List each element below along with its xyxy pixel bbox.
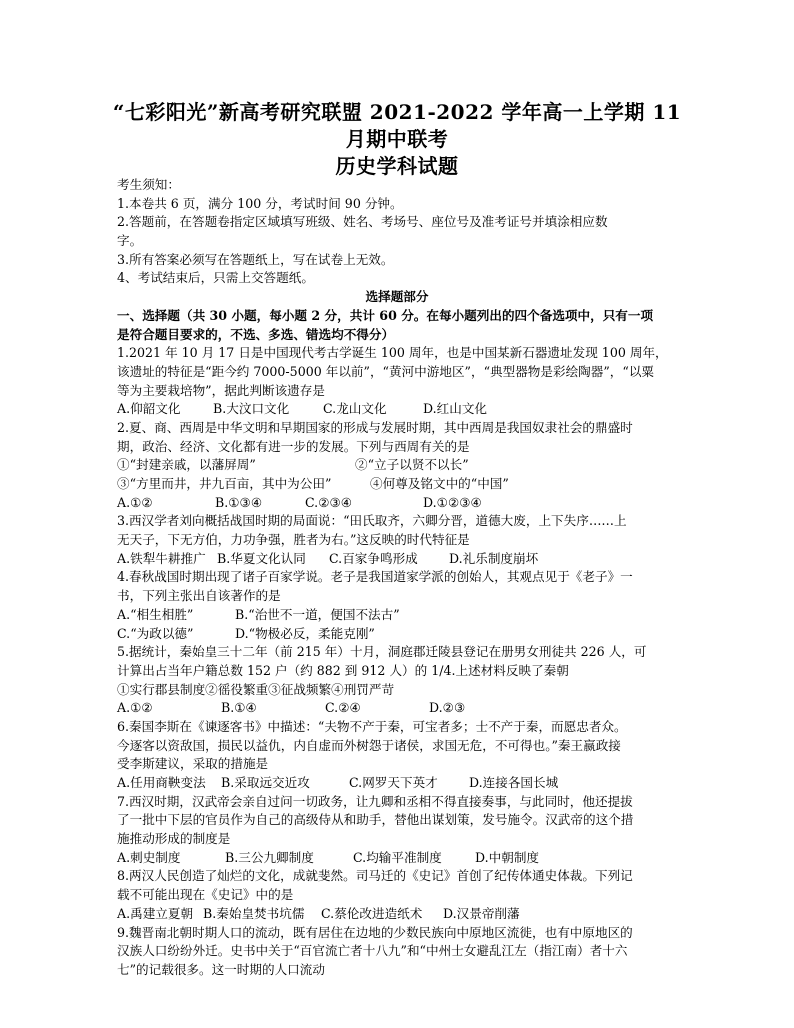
statement-3: ③“方里而井，井九百亩，其中为公田” [117,476,332,491]
options-row [117,625,677,644]
option-b: B.三公九卿制度 [225,849,314,865]
option-b: B.①③④ [215,494,263,510]
question-stem: 等为主要栽培物”，据此判断该遗存是 [117,382,325,398]
options-row [117,699,677,718]
section-intro: 一、选择题（共 30 小题，每小题 2 分，共计 60 分。在每小题列出的四个备选项中，只有一项 [117,307,654,323]
question-6 [117,718,677,793]
statements-row [117,475,677,494]
note-3: 3.所有答案必须写在答题纸上，写在试卷上无效。 [117,251,394,267]
question-stem: 期，政治、经济、文化都有进一步的发展。下列与西周有关的是 [117,438,470,454]
option-d: D.汉景帝削藩 [443,905,520,921]
note-1: 1.本卷共 6 页，满分 100 分，考试时间 90 分钟。 [117,195,403,211]
question-stem: 无天子，下无方伯，力功争强，胜者为右。”这反映的时代特征是 [117,532,470,548]
question-stem: 4.春秋战国时期出现了诸子百家学说。老子是我国道家学派的创始人，其观点见于《老子》一 [117,569,633,585]
option-a: A.铁犁牛耕推广 [117,550,206,566]
option-a: A.任用商鞅变法 [117,775,206,790]
question-stem: 施推动形成的制度是 [117,831,231,847]
question-stem: 9.魏晋南北朝时期人口的流动，既有居住在边地的少数民族向中原地区流徙，也有中原地区的 [117,924,633,940]
subject-title: 历史学科试题 [335,154,459,178]
question-7 [117,793,677,868]
question-stem: 汉族人口纷纷外迁。史书中关于“百官流亡者十八九”和“中州士女避乱江左（指江南）者十六 [117,943,628,959]
question-stem: 载不可能出现在《史记》中的是 [117,887,294,903]
question-5 [117,643,677,718]
option-c: C.“为政以德” [117,625,194,641]
option-b: B.采取远交近攻 [221,775,310,790]
section-intro-cont: 是符合题目要求的，不选、多选、错选均不得分） [117,326,395,342]
option-c: C.蔡伦改进造纸术 [321,905,423,921]
options-row [117,494,677,513]
options-row [117,774,677,793]
option-c: C.均输平准制度 [353,849,442,865]
option-d: D.礼乐制度崩坏 [449,550,539,566]
option-a: A.仰韶文化 [117,401,181,417]
question-stem: 5.据统计，秦始皇三十二年（前 215 年）十月，洞庭郡迁陵县登记在册男女刑徒共 226 人，可 [117,644,647,660]
option-b: B.华夏文化认同 [217,550,306,566]
question-stem: 受李斯建议，采取的措施是 [117,756,269,772]
option-a: A.①② [117,700,153,716]
option-a: A.禹建立夏朝 [117,905,194,921]
option-d: D.①②③④ [423,494,482,510]
question-8 [117,867,677,923]
question-9 [117,924,677,980]
exam-body [117,176,677,980]
question-stem: 七”的记载很多。这一时期的人口流动 [117,961,325,977]
question-stem: 6.秦国李斯在《谏逐客书》中描述：“夫物不产于秦，可宝者多；士不产于秦，而愿忠者众。 [117,718,627,734]
section-title: 选择题部分 [365,289,429,305]
option-a: A.①② [117,494,153,510]
option-b: B.大汶口文化 [213,401,290,417]
options-row [117,905,677,924]
option-c: C.②③④ [305,494,353,510]
option-d: D.②③ [429,700,466,716]
exam-title-line1: “七彩阳光”新高考研究联盟 2021-2022 学年高一上学期 11 [112,100,682,124]
question-stem: 3.西汉学者刘向概括战国时期的局面说：“田氏取齐，六卿分晋，道德大废，上下失序……上 [117,513,627,529]
question-stem: 1.2021 年 10 月 17 日是中国现代考古学诞生 100 周年，也是中国某新石器遗址发现 100 周年， [117,345,668,361]
question-stem: 7.西汉时期，汉武帝会亲自过问一切政务，让九卿和丞相不得直接奏事，与此同时，他还提拔 [117,793,633,809]
question-stem: 2.夏、商、西周是中华文明和早期国家的形成与发展时期，其中西周是我国奴隶社会的鼎盛时 [117,419,633,435]
option-c: C.②④ [325,700,361,716]
question-stem: 书，下列主张出自该著作的是 [117,588,281,604]
option-d: D.“物极必反，柔能克刚” [235,625,375,641]
question-stem: 计算出占当年户籍总数 152 户（约 882 到 912 人）的 1/4.上述材料反映了秦朝 [117,662,569,678]
option-c: C.网罗天下英才 [349,775,438,790]
notes-heading: 考生须知： [117,177,180,192]
note-4: 4、考试结束后，只需上交答题纸。 [117,270,314,286]
question-stem: 8.两汉人民创造了灿烂的文化，成就斐然。司马迁的《史记》首创了纪传体通史体裁。下列记 [117,868,633,884]
options-row [117,849,677,868]
statement-1: ①“封建亲戚，以藩屏周” [117,457,256,473]
note-2-cont: 字。 [117,233,143,249]
question-statements: ①实行郡县制度②徭役繁重③征战频繁④刑罚严苛 [117,681,395,697]
option-d: D.中朝制度 [475,849,540,865]
option-a: A.“相生相胜” [117,606,194,622]
options-row [117,400,677,419]
option-d: D.红山文化 [423,401,488,417]
statements-row [117,456,677,475]
options-row [117,550,677,569]
option-b: B.①④ [221,700,257,716]
option-b: B.“治世不一道，便国不法古” [235,606,400,622]
question-3 [117,512,677,568]
question-stem: 该遗址的特征是“距今约 7000-5000 年以前”，“黄河中游地区”，“典型器物是彩绘陶器”，“以粟 [117,363,655,379]
note-2: 2.答题前，在答题卷指定区域填写班级、姓名、考场号、座位号及准考证号并填涂相应数 [117,214,608,230]
question-stem: 了一批中下层的官员作为自己的高级侍从和助手，替他出谋划策，发号施令。汉武帝的这个措 [117,812,634,828]
option-d: D.连接各国长城 [469,775,559,790]
option-b: B.秦始皇焚书坑儒 [203,905,305,921]
question-4 [117,568,677,643]
statement-4: ④何尊及铭文中的“中国” [370,476,509,491]
question-1 [117,344,677,419]
option-c: C.龙山文化 [323,401,387,417]
option-c: C.百家争鸣形成 [329,550,418,566]
statement-2: ②“立子以贤不以长” [355,457,469,473]
options-row [117,606,677,625]
exam-title-line2: 月期中联考 [345,127,449,151]
option-a: A.刺史制度 [117,849,181,865]
question-2 [117,419,677,512]
question-stem: 今逐客以资敌国，损民以益仇，内自虚而外树怨于诸侯，求国无危，不可得也。”秦王嬴政接 [117,737,621,753]
